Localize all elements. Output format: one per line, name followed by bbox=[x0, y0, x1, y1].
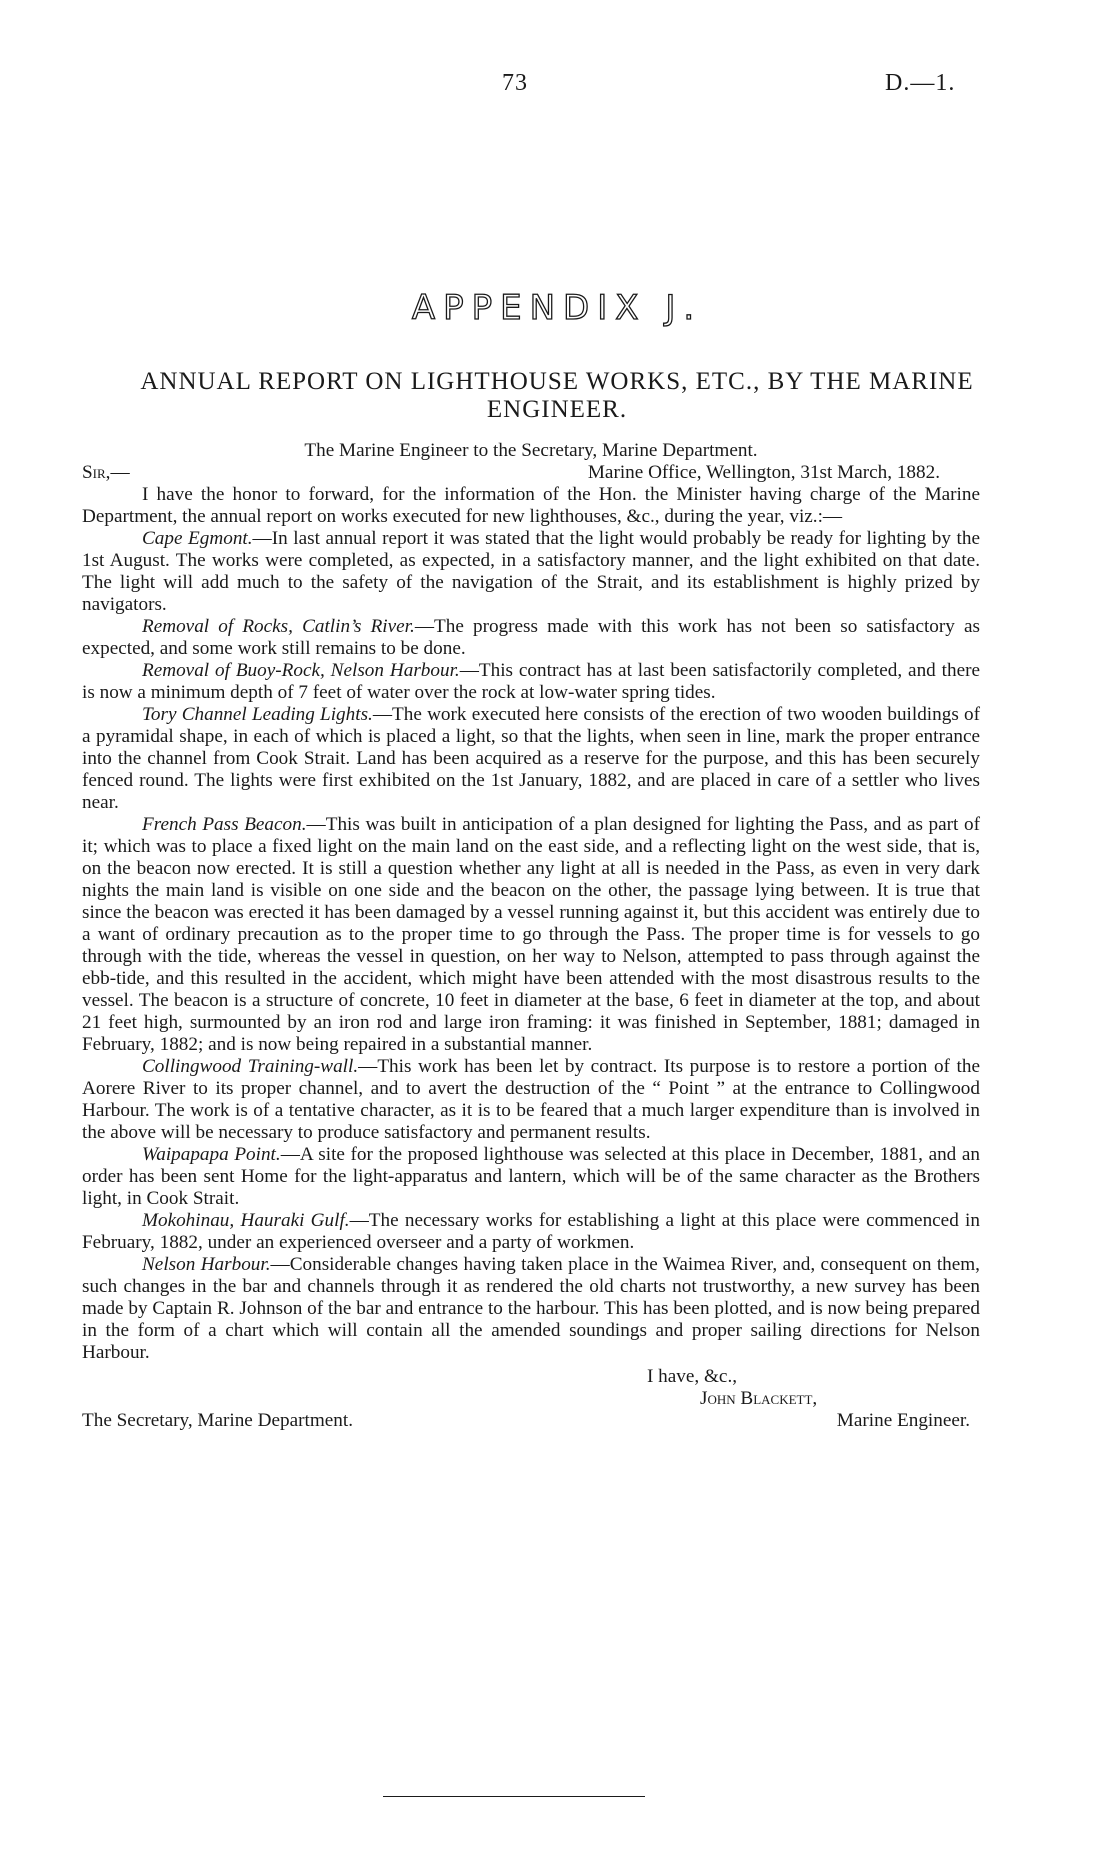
section-paragraph bbox=[82, 660, 980, 704]
section-heading: Nelson Harbour. bbox=[142, 1254, 271, 1275]
section-heading: Mokohinau, Hauraki Gulf. bbox=[142, 1210, 350, 1231]
section-heading: Waipapapa Point. bbox=[142, 1144, 281, 1165]
section-paragraph bbox=[82, 704, 980, 814]
signature-block bbox=[82, 1366, 980, 1432]
from-line bbox=[82, 440, 980, 462]
section-heading: Removal of Buoy-Rock, Nelson Harbour. bbox=[142, 660, 460, 681]
section-text: —This contract has at last been satisfactorily completed, and there is now a minimum depth of 7 feet of water over the rock at low-water spring tides. bbox=[82, 660, 980, 703]
report-body bbox=[82, 440, 980, 1432]
from-text: The Marine Engineer to the Secretary, Marine Department. bbox=[304, 440, 758, 461]
section-text: —In last annual report it was stated that the light would probably be ready for lighting by the 1st August. The works were completed, as expected, in a satisfactory manner, and the light exhibited on that date. The light will add much to the safety of the navigation of the Strait, and its establishment is highly prized by navigators. bbox=[82, 528, 980, 615]
signatory-name: John Blackett, bbox=[700, 1388, 818, 1409]
addressee: The Secretary, Marine Department. bbox=[82, 1410, 353, 1431]
section-paragraph bbox=[82, 814, 980, 1056]
page-number: 73 bbox=[502, 70, 528, 96]
appendix-heading: APPENDIX J. bbox=[411, 288, 703, 328]
signature-footer-row bbox=[82, 1410, 980, 1432]
section-heading: Collingwood Training-wall. bbox=[142, 1056, 359, 1077]
intro-paragraph: I have the honor to forward, for the information of the Hon. the Minister having charge of the Marine Department, the annual report on works executed for new lighthouses, &c., during the year, viz.:— bbox=[82, 484, 980, 527]
document-reference: D.—1. bbox=[885, 70, 956, 96]
section-paragraph bbox=[82, 1144, 980, 1210]
section-text: —A site for the proposed lighthouse was selected at this place in December, 1881, and an order has been sent Home for the light-apparatus and lantern, which will be of the same character as the Brothers light, in Cook Strait. bbox=[82, 1144, 980, 1209]
section-heading: Cape Egmont. bbox=[142, 528, 253, 549]
section-heading: Tory Channel Leading Lights. bbox=[142, 704, 373, 725]
section-paragraph bbox=[82, 616, 980, 660]
report-title: ANNUAL REPORT ON LIGHTHOUSE WORKS, ETC., BY THE MARINE ENGINEER. bbox=[140, 368, 974, 423]
section-text: —This work has been let by contract. Its purpose is to restore a portion of the Aorere River to its proper channel, and to avert the destruction of the “ Point ” at the entrance to Collingwood Harbour. The work is of a tentative character, as it is to be feared that a much larger expenditure than is involved in the above will be necessary to produce satisfactory and permanent results. bbox=[82, 1056, 980, 1143]
salutation-row bbox=[82, 462, 980, 484]
section-heading: Removal of Rocks, Catlin’s River. bbox=[142, 616, 415, 637]
section-text: —The progress made with this work has not been so satisfactory as expected, and some work still remains to be done. bbox=[82, 616, 980, 659]
section-text: —This was built in anticipation of a plan designed for lighting the Pass, and as part of it; which was to place a fixed light on the main land on the east side, and a reflecting light on the west side, that is, on the beacon now erected. It is still a question whether any light at all is needed in the Pass, as even in very dark nights the main land is visible on one side and the beacon on the other, the passage lying between. It is true that since the beacon was erected it has been damaged by a vessel running against it, but this accident was entirely due to a want of ordinary precaution as to the proper time to go through the Pass. The proper time is for vessels to go through with the tide, whereas the vessel in question, on her way to Nelson, attempted to pass through against the ebb-tide, and this resulted in the accident, which might have been attended with the most disastrous results to the vessel. The beacon is a structure of concrete, 10 feet in diameter at the base, 6 feet in diameter at the top, and about 21 feet high, surmounted by an iron rod and large iron framing: it was finished in September, 1881; damaged in February, 1882; and is now being repaired in a substantial manner. bbox=[82, 814, 980, 1055]
section-paragraph bbox=[82, 528, 980, 616]
section-text: —The necessary works for establishing a light at this place were commenced in February, 1882, under an experienced overseer and a party of workmen. bbox=[82, 1210, 980, 1253]
section-paragraph bbox=[82, 1056, 980, 1144]
place-date: Marine Office, Wellington, 31st March, 1882. bbox=[587, 462, 940, 483]
section-text: —The work executed here consists of the erection of two wooden buildings of a pyramidal shape, in each of which is placed a light, so that the lights, when seen in line, mark the proper entrance into the channel from Cook Strait. Land has been acquired as a reserve for the purpose, and this has been securely fenced round. The lights were first exhibited on the 1st January, 1882, and are placed in care of a settler who lives near. bbox=[82, 704, 980, 813]
complimentary-close: I have, &c., bbox=[647, 1366, 738, 1387]
section-text: —Considerable changes having taken place in the Waimea River, and, consequent on them, such changes in the bar and channels through it as rendered the old charts not trustworthy, a new survey has been made by Captain R. Johnson of the bar and entrance to the harbour. This has been plotted, and is now being prepared in the form of a chart which will contain all the amended soundings and proper sailing directions for Nelson Harbour. bbox=[82, 1254, 980, 1363]
closing-rule bbox=[383, 1796, 645, 1797]
signatory-title: Marine Engineer. bbox=[836, 1410, 970, 1431]
section-heading: French Pass Beacon. bbox=[142, 814, 307, 835]
section-paragraph bbox=[82, 1254, 980, 1364]
salutation: Sir,— bbox=[82, 462, 130, 483]
section-paragraph bbox=[82, 1210, 980, 1254]
